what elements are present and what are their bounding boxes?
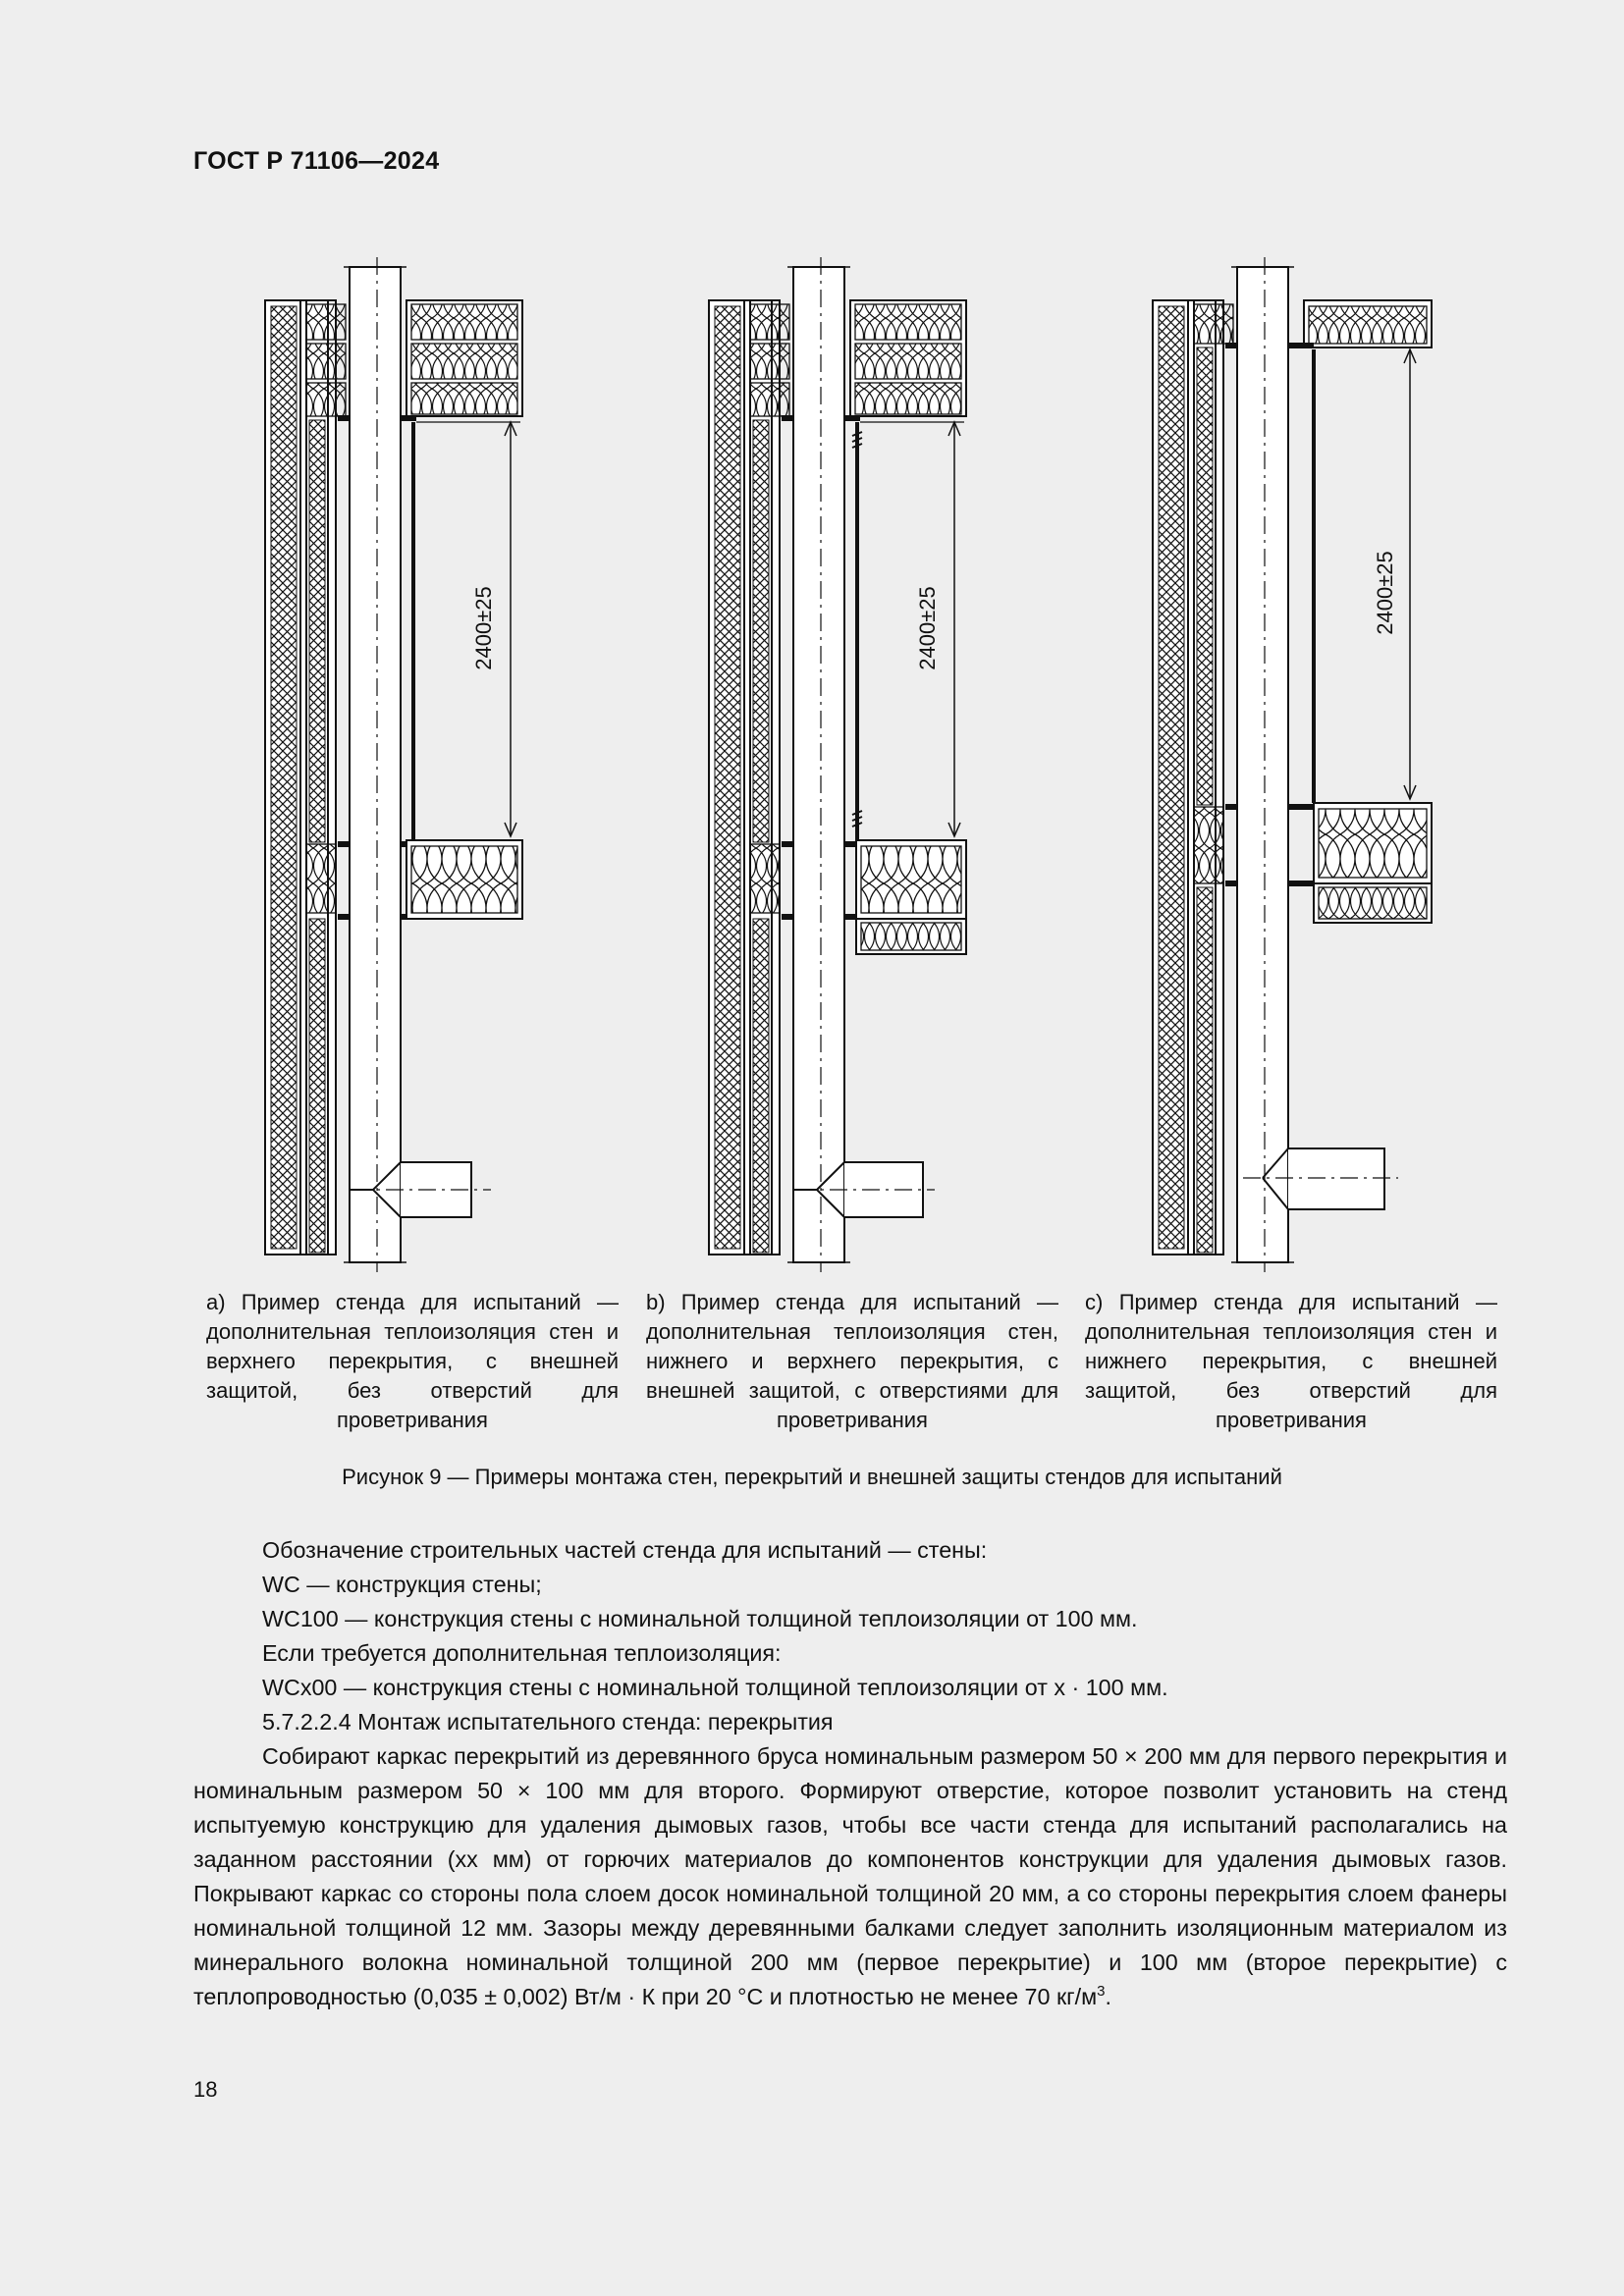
body-paragraph bbox=[193, 1739, 1507, 2014]
caption-c: c) Пример стенда для испытаний — дополнительная теплоизоляция стен и нижнего перекрытия, с внешней защитой, без отверстий для проветривания bbox=[1085, 1290, 1497, 1432]
body-line: WC — конструкция стены; bbox=[262, 1572, 542, 1597]
dimension-label-c: 2400±25 bbox=[1373, 551, 1397, 635]
body-line: WCx00 — конструкция стены с номинальной толщиной теплоизоляции от x · 100 мм. bbox=[262, 1675, 1168, 1700]
dimension-label-a: 2400±25 bbox=[471, 586, 496, 670]
body-line: Обозначение строительных частей стенда для испытаний — стены: bbox=[262, 1537, 988, 1563]
section-heading: 5.7.2.2.4 Монтаж испытательного стенда: перекрытия bbox=[262, 1709, 834, 1735]
paragraph-end: . bbox=[1105, 1984, 1111, 2009]
figure-c-drawing bbox=[1153, 257, 1432, 1272]
figure-title: Рисунок 9 — Примеры монтажа стен, перекрытий и внешней защиты стендов для испытаний bbox=[342, 1465, 1282, 1489]
caption-b: b) Пример стенда для испытаний — дополнительная теплоизоляция стен, нижнего и верхнего перекрытия, с внешней защитой, с отверстиями для проветривания bbox=[646, 1290, 1058, 1432]
body-text bbox=[193, 1533, 1507, 2014]
document-header: ГОСТ Р 71106—2024 bbox=[193, 147, 440, 175]
caption-a: a) Пример стенда для испытаний — дополнительная теплоизоляция стен и верхнего перекрытия, с внешней защитой, без отверстий для проветривания bbox=[206, 1290, 619, 1432]
figure-a-drawing bbox=[265, 257, 522, 1272]
body-line: Если требуется дополнительная теплоизоляция: bbox=[262, 1640, 782, 1666]
page-number: 18 bbox=[193, 2077, 218, 2102]
dimension-label-b: 2400±25 bbox=[915, 586, 940, 670]
figure-b-drawing bbox=[709, 257, 966, 1272]
superscript: 3 bbox=[1097, 1983, 1106, 2001]
body-line: WC100 — конструкция стены с номинальной толщиной теплоизоляции от 100 мм. bbox=[262, 1606, 1138, 1631]
paragraph-text: Собирают каркас перекрытий из деревянного бруса номинальным размером 50 × 200 мм для первого перекрытия и номинальным размером 50 × 100 мм для второго. Формируют отверстие, которое позволит установить на стенд испытуемую конструкцию для удаления дымовых газов, чтобы все части стенда для испытаний располагались на заданном расстоянии (хх мм) от горючих материалов до компонентов конструкции для удаления дымовых газов. Покрывают каркас со стороны пола слоем досок номинальной толщиной 20 мм, а со стороны перекрытия слоем фанеры номинальной толщиной 12 мм. Зазоры между деревянными балками следует заполнить изоляционным материалом из минерального волокна номинальной толщиной 200 мм (первое перекрытие) и 100 мм (второе перекрытие) с теплопроводностью (0,035 ± 0,002) Вт/м · К при 20 °С и плотностью не менее 70 кг/м bbox=[193, 1743, 1507, 2009]
